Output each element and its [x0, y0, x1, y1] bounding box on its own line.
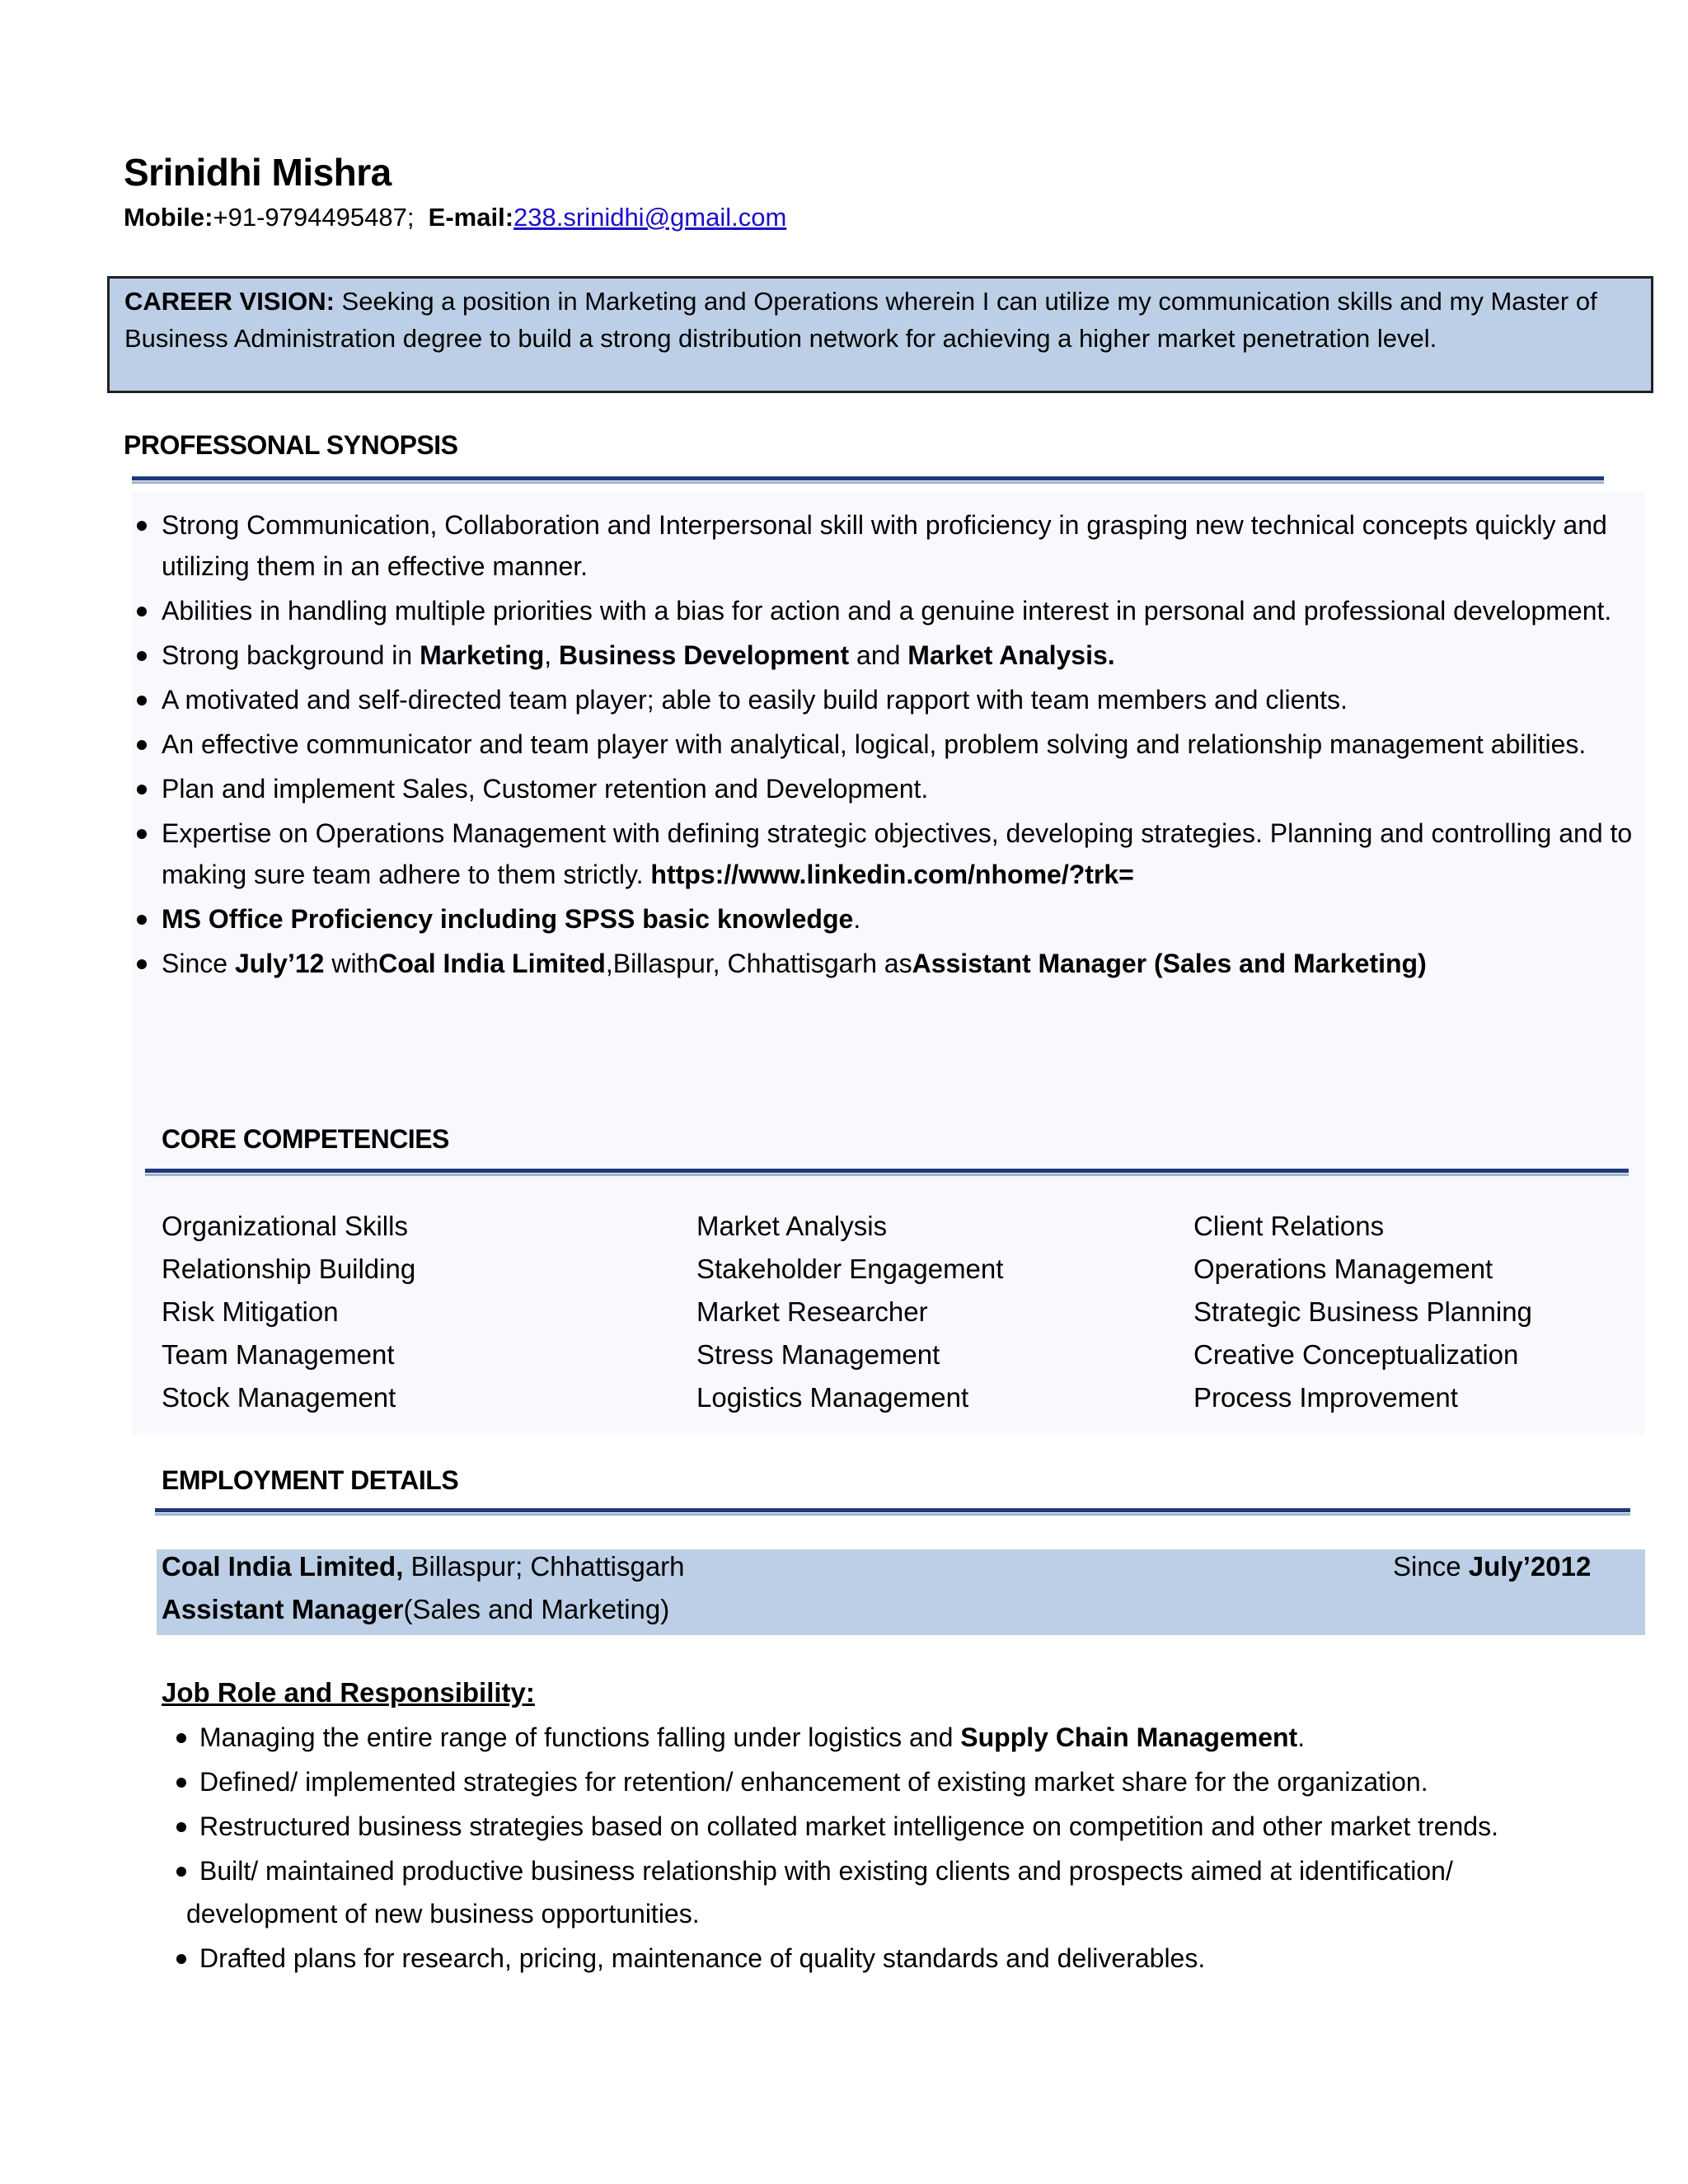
list-item: Risk Mitigation: [162, 1296, 339, 1327]
bullet-icon: [137, 785, 147, 794]
list-item: Expertise on Operations Management with defining strategic objectives, developing strategies. Planning and controlling and to making sure team adhere to them strictly. https://www.linkedin.com/nhome/?trk=: [125, 813, 1642, 895]
list-item: Creative Conceptualization: [1193, 1339, 1519, 1370]
list-item: A motivated and self-directed team player; able to easily build rapport with team members and clients.: [125, 679, 1642, 720]
bullet-icon: [137, 740, 147, 750]
list-item: Managing the entire range of functions falling under logistics and Supply Chain Management.: [162, 1716, 1645, 1759]
competencies-heading: CORE COMPETENCIES: [162, 1124, 449, 1154]
bullet-icon: [137, 696, 147, 705]
list-item: Operations Management: [1193, 1254, 1493, 1284]
bullet-icon: [137, 915, 147, 925]
synopsis-divider: [132, 476, 1604, 484]
synopsis-list: [125, 504, 1642, 987]
employment-heading: EMPLOYMENT DETAILS: [162, 1465, 459, 1495]
list-item: An effective communicator and team player with analytical, logical, problem solving and relationship management abilities.: [125, 724, 1642, 765]
bullet-icon: [137, 829, 147, 839]
list-item: Plan and implement Sales, Customer retention and Development.: [125, 768, 1642, 809]
bullet-icon: [137, 607, 147, 616]
bullet-icon: [137, 651, 147, 661]
list-item: Organizational Skills: [162, 1211, 408, 1241]
email-link[interactable]: 238.srinidhi@gmail.com: [513, 203, 787, 232]
list-item: Restructured business strategies based on collated market intelligence on competition and other market trends.: [162, 1805, 1645, 1848]
contact-line: [124, 203, 786, 232]
list-item: Strong Communication, Collaboration and Interpersonal skill with proficiency in grasping new technical concepts quickly and utilizing them in an effective manner.: [125, 504, 1642, 587]
employment-divider: [155, 1508, 1630, 1516]
list-item: Relationship Building: [162, 1254, 416, 1284]
career-vision-text: Seeking a position in Marketing and Operations wherein I can utilize my communication skills and my Master of Business Administration degree to build a strong distribution network for achieving a higher market penetration level.: [124, 287, 1597, 353]
competencies-divider: [145, 1169, 1629, 1176]
list-item: Stress Management: [696, 1339, 940, 1370]
bullet-icon: [176, 1822, 186, 1832]
bullet-icon: [176, 1733, 186, 1743]
list-item: Strategic Business Planning: [1193, 1296, 1532, 1327]
list-item: Defined/ implemented strategies for retention/ enhancement of existing market share for the organization.: [162, 1760, 1645, 1803]
position-detail: (Sales and Marketing): [403, 1594, 670, 1624]
competencies-column-1: [162, 1205, 415, 1419]
list-item: Stakeholder Engagement: [696, 1254, 1004, 1284]
competencies-column-2: [696, 1205, 1003, 1419]
job-role-heading: Job Role and Responsibility:: [162, 1677, 535, 1708]
career-vision-label: CAREER VISION:: [124, 287, 335, 316]
list-item: Client Relations: [1193, 1211, 1385, 1241]
synopsis-heading: PROFESSONAL SYNOPSIS: [124, 430, 458, 460]
list-item: Logistics Management: [696, 1382, 969, 1413]
linkedin-link[interactable]: https://www.linkedin.com/nhome/?trk=: [650, 860, 1134, 889]
bullet-icon: [176, 1867, 186, 1877]
list-item: Market Analysis: [696, 1211, 888, 1241]
list-item: Drafted plans for research, pricing, maintenance of quality standards and deliverables.: [162, 1937, 1645, 1980]
career-vision-box: [107, 276, 1653, 393]
mobile-label: Mobile:: [124, 203, 213, 232]
company-name: Coal India Limited,: [162, 1551, 404, 1582]
company-location: Billaspur; Chhattisgarh: [403, 1551, 685, 1582]
list-item: Stock Management: [162, 1382, 396, 1413]
list-item: Team Management: [162, 1339, 395, 1370]
list-item: Strong background in Marketing, Business Development and Market Analysis.: [125, 635, 1642, 676]
position-line: [162, 1594, 669, 1625]
employer-line: [162, 1551, 685, 1582]
list-item: Built/ maintained productive business relationship with existing clients and prospects aimed at identification/ development of new business opportunities.: [162, 1849, 1645, 1935]
bullet-icon: [137, 959, 147, 969]
list-item: MS Office Proficiency including SPSS basic knowledge.: [125, 898, 1642, 940]
competencies-column-3: [1193, 1205, 1532, 1419]
bullet-icon: [176, 1954, 186, 1964]
position-title: Assistant Manager: [162, 1594, 404, 1624]
list-item: Abilities in handling multiple priorities with a bias for action and a genuine interest in personal and professional development.: [125, 590, 1642, 631]
employment-since: Since July’2012: [1393, 1551, 1592, 1582]
bullet-icon: [137, 521, 147, 531]
email-label: E-mail:: [428, 203, 514, 232]
mobile-number: +91-9794495487;: [213, 203, 415, 232]
candidate-name: Srinidhi Mishra: [124, 151, 392, 194]
responsibilities-list: [162, 1716, 1645, 1981]
list-item: Process Improvement: [1193, 1382, 1458, 1413]
list-item: Since July’12 withCoal India Limited,Billaspur, Chhattisgarh asAssistant Manager (Sales and Marketing): [125, 943, 1642, 984]
bullet-icon: [176, 1778, 186, 1788]
list-item: Market Researcher: [696, 1296, 928, 1327]
